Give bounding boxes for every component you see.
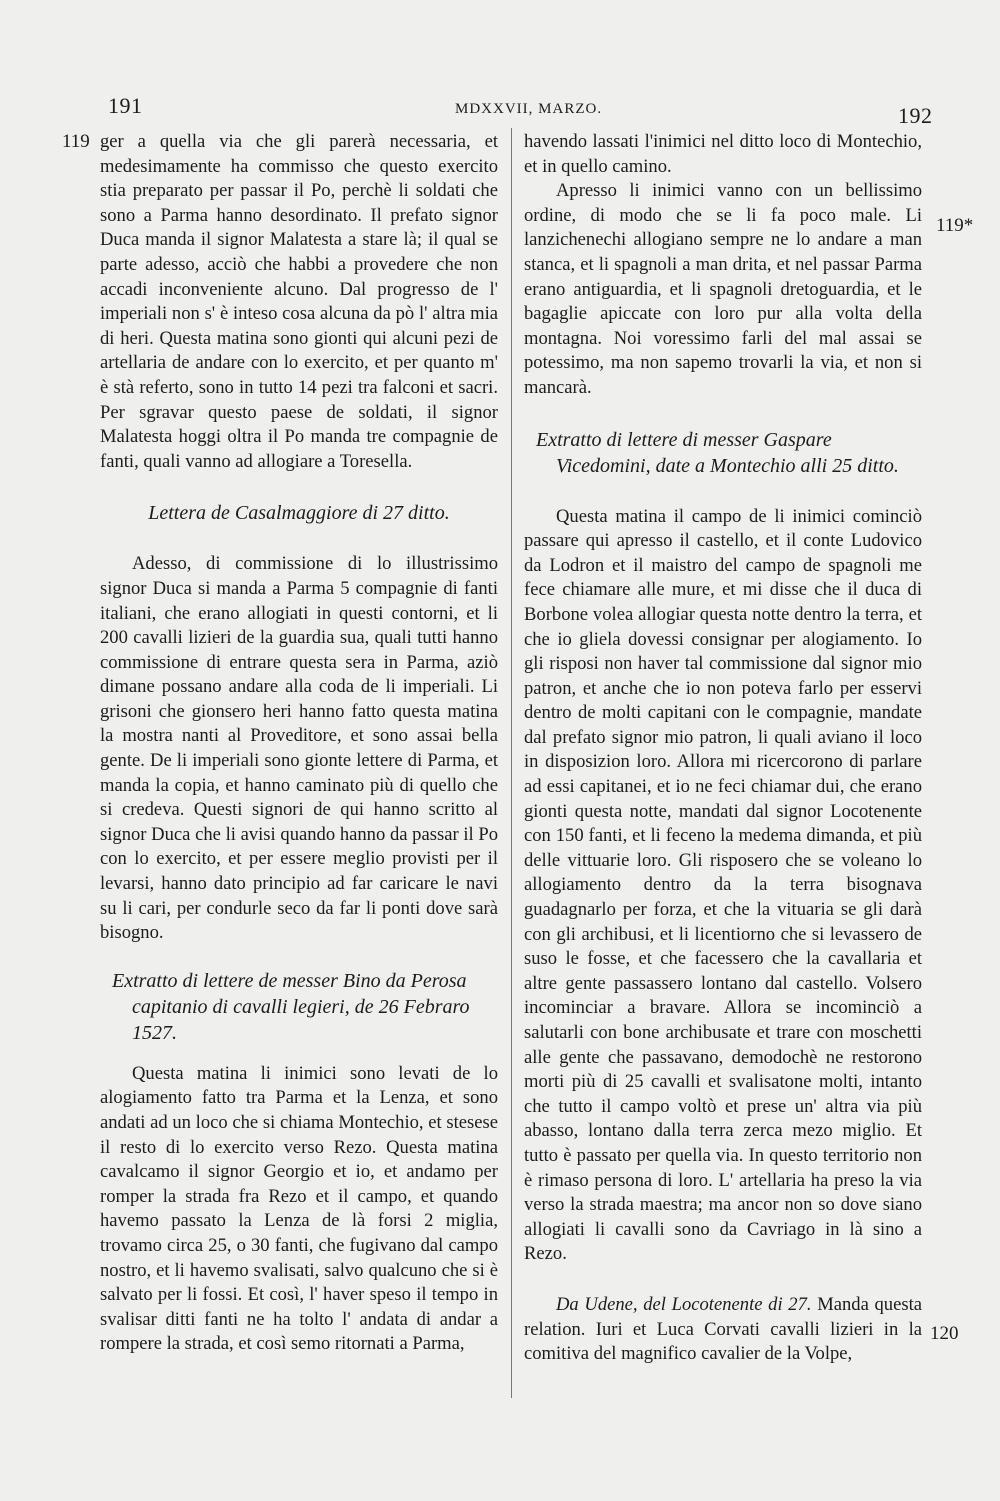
margin-number-left: 119	[62, 131, 90, 152]
margin-number-right-lower: 120	[930, 1323, 959, 1344]
running-title: MDXXVII, MARZO.	[455, 101, 603, 117]
paragraph: Adesso, di commissione di lo illustrissimo signor Duca si manda a Parma 5 compagnie di fanti italiani, che erano allogiati in questi contorni, et li 200 cavalli lizieri de la guardia sua, quali tutti hanno commissione di entrare questa sera in Parma, aziò dimane possano andare alla coda de li imperiali. Li grisoni che gionsero heri hanno fatto questa matina la mostra nanti al Proveditore, et sono assai bella gente. De li imperiali sono gionte lettere di Parma, et manda la copia, et hanno caminato più di quello che si credeva. Questi signori de qui hanno scritto al signor Duca che li avisi quando hanno da passar il Po con lo exercito, et per essere meglio provisti per il levarsi, hanno dato principio ad far caricare le navi su li cari, per condurle seco da far li ponti dove sarà bisogno.	[100, 553, 498, 944]
page-number-right: 192	[898, 103, 933, 128]
section-heading: Extratto di lettere de messer Bino da Perosa capitanio di cavalli legieri, de 26 Febraro 1527.	[112, 969, 470, 1044]
paragraph: Questa matina li inimici sono levati de lo alogiamento fatto tra Parma et la Lenza, et sono andati ad un loco che si chiama Montechio, et stesese il resto di lo exercito verso Rezo. Questa matina cavalcamo il signor Georgio et io, et andamo per romper la strada fra Rezo et il campo, et quando havemo passato la Lenza de là forsi 2 miglia, trovamo circa 25, o 30 fanti, che fugivano dal campo nostro, et li havemo svalisati, salvo qualcuno che si è salvato per li fossi. Et così, l' haver speso il tempo in svalisar ditti fanti ne ha tolto l' andata di andar a rompere la strada, et così semo ritornati a Parma,	[100, 1062, 498, 1355]
paragraph: havendo lassati l'inimici nel ditto loco di Montechio, et in quello camino.	[524, 131, 922, 177]
margin-number-right-upper: 119*	[936, 215, 974, 236]
page-number-left: 191	[108, 93, 143, 118]
section-heading: Lettera de Casalmaggiore di 27 ditto.	[148, 502, 450, 525]
section-heading: Extratto di lettere di messer Gaspare Vicedomini, date a Montechio alli 25 ditto.	[536, 428, 899, 477]
right-column	[524, 130, 922, 1367]
paragraph	[524, 1293, 922, 1367]
inline-heading: Da Udene, del Locotenente di 27.	[556, 1293, 812, 1315]
paragraph: Questa matina il campo de li inimici cominciò passare qui apresso il castello, et il conte Ludovico da Lodron et il maistro del campo de spagnoli me fece chiamare alle mure, et mi disse che il duca di Borbone volea allogiar questa notte dentro la terra, et che io gliela dovessi consignar per alogiamento. Io gli risposi non haver tal commissione dal signor mio patron, et anche che io non poteva farlo per esservi dentro de molti capitani con le compagnie, mandate dal prefato signor mio patron, li quali aviano il loco in disposizion loro. Allora mi ricercorono di parlare ad essi capitanei, et io ne feci chiamar dui, che erano gionti questa notte, mandati dal signor Locotenente con 150 fanti, et li feceno la medema dimanda, et più delle vittuarie loro. Gli risposero che se voleano lo allogiamento dentro da la terra bisognava guadagnarlo per forza, et che la vituaria se gli darà con gli archibusi, et li licentiorno che si levassero de suso le fosse, et che facessero che la cavallaria et altre gente passassero lontano dal castello. Volsero incominciar a bravare. Allora se incominciò a salutarli con bone archibusate et trare con moschetti alle gente che passavano, demodochè ne restorono morti più di 25 cavalli et svalisatone molti, intanto che tutto il campo voltò et prese un' altra via più abasso, lontano dalla terra zerca mezo miglio. Et tutto è passato per quella via. In questo territorio non è rimaso persona di loro. L' artellaria ha preso la via verso la strada maestra; ma ancor non so dove siano allogiati li cavalli sono da Cavriago in là sino a Rezo.	[524, 505, 922, 1265]
paragraph: Apresso li inimici vanno con un bellissimo ordine, di modo che se li fa poco male. Li lanzichenechi allogiano sempre ne lo andare a man stanca, et li spagnoli a man drita, et nel passar Parma erano antiguardia, et li spagnoli dretoguardia, et le bagaglie apiccate con loro pur alla volta della montagna. Noi voressimo farli del mal assai se potessimo, ma non sapemo trovarli la via, et non si mancarà.	[524, 180, 922, 398]
left-column	[100, 130, 498, 1357]
paragraph-text: Manda questa relation. Iuri et Luca Corvati cavalli lizieri in la comitiva del magnifico cavalier de la Volpe,	[524, 1293, 922, 1365]
paragraph: ger a quella via che gli parerà necessaria, et medesimamente ha commisso che questo exercito stia preparato per passar il Po, perchè li soldati che sono a Parma hanno desordinato. Il prefato signor Duca manda il signor Malatesta a stare là; il qual se parte adesso, acciò che habbi a provedere che non accadi inconveniente alcuno. Dal progresso de l' imperiali non s' è inteso cosa alcuna da pò l' altra mia di heri. Questa matina sono gionti qui alcuni pezi de artellaria de andare con lo exercito, et per quanto m' è stà referto, sono in tutto 14 pezi tra falconi et sacri. Per sgravar questo paese de soldati, il signor Malatesta hoggi oltra il Po manda tre compagnie de fanti, quali vanno ad allogiare a Toresella.	[100, 131, 498, 472]
column-divider	[511, 128, 512, 1398]
